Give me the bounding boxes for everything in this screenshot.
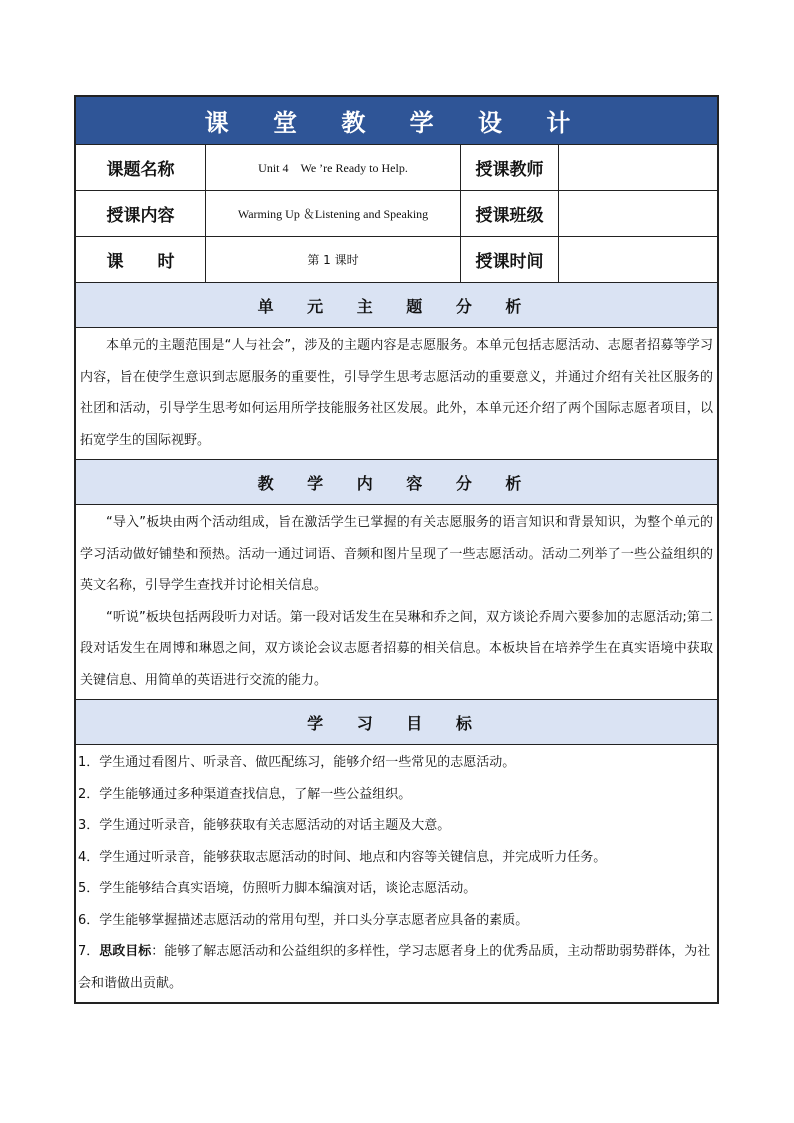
objective-item xyxy=(78,810,715,842)
period-value: 第 1 课时 xyxy=(206,237,461,282)
objective-number: 7． xyxy=(78,944,100,959)
objective-number: 4． xyxy=(78,849,100,865)
objective-text: 学生能够结合真实语境，仿照听力脚本编演对话，谈论志愿活动。 xyxy=(99,881,477,896)
objective-text: 学生能够掌握描述志愿活动的常用句型，并口头分享志愿者应具备的素质。 xyxy=(99,912,529,928)
objective-text: 学生通过听录音，能够获取有关志愿活动的对话主题及大意。 xyxy=(99,818,451,833)
objective-number: 3． xyxy=(78,818,100,833)
objective-text: ：能够了解志愿活动和公益组织的多样性，学习志愿者身上的优秀品质，主动帮助弱势群体，为社会和谐做出贡献。 xyxy=(78,944,711,991)
objective-text: 学生通过听录音，能够获取志愿活动的时间、地点和内容等关键信息，并完成听力任务。 xyxy=(99,849,607,865)
objective-item xyxy=(78,873,715,905)
info-row-content xyxy=(76,191,717,237)
topic-label: 课题名称 xyxy=(76,145,206,190)
period-label: 课 时 xyxy=(76,237,206,282)
objective-number: 5． xyxy=(78,881,100,896)
objective-number: 6． xyxy=(78,912,100,928)
objective-item xyxy=(78,747,715,779)
teacher-label: 授课教师 xyxy=(461,145,559,190)
teacher-value xyxy=(559,145,717,190)
lesson-plan-table xyxy=(74,95,719,1004)
objective-text: 学生通过看图片、听录音、做匹配练习，能够介绍一些常见的志愿活动。 xyxy=(99,755,516,770)
content-analysis-body xyxy=(76,505,717,700)
class-label: 授课班级 xyxy=(461,191,559,236)
objective-item xyxy=(78,779,715,811)
content-value: Warming Up ＆Listening and Speaking xyxy=(206,191,461,236)
objectives-heading: 学 习 目 标 xyxy=(76,700,717,745)
unit-analysis-body xyxy=(76,328,717,460)
objective-number: 2． xyxy=(78,786,100,802)
document-title: 课 堂 教 学 设 计 xyxy=(76,97,717,145)
objective-item xyxy=(78,905,715,937)
content-analysis-paragraph: “导入”板块由两个活动组成，旨在激活学生已掌握的有关志愿服务的语言知识和背景知识，为整个单元的学习活动做好铺垫和预热。活动一通过词语、音频和图片呈现了一些志愿活动。活动二列举了一些公益组织的英文名称，引导学生查找并讨论相关信息。 xyxy=(80,515,713,593)
content-label: 授课内容 xyxy=(76,191,206,236)
objective-item xyxy=(78,842,715,874)
topic-value: Unit 4 We ’re Ready to Help. xyxy=(206,145,461,190)
time-value xyxy=(559,237,717,282)
content-analysis-heading: 教 学 内 容 分 析 xyxy=(76,460,717,505)
ideology-goal-label: 思政目标 xyxy=(99,944,152,959)
objectives-list xyxy=(76,745,717,1002)
unit-analysis-heading: 单 元 主 题 分 析 xyxy=(76,283,717,328)
time-label: 授课时间 xyxy=(461,237,559,282)
unit-analysis-paragraph: 本单元的主题范围是“人与社会”，涉及的主题内容是志愿服务。本单元包括志愿活动、志愿者招募等学习内容，旨在使学生意识到志愿服务的重要性，引导学生思考志愿活动的重要意义，并通过介绍有关社区服务的社团和活动，引导学生思考如何运用所学技能服务社区发展。此外，本单元还介绍了两个国际志愿者项目，以拓宽学生的国际视野。 xyxy=(80,338,713,448)
objective-item xyxy=(78,936,715,999)
objective-number: 1． xyxy=(78,755,100,770)
info-row-period xyxy=(76,237,717,283)
content-analysis-paragraph: “听说”板块包括两段听力对话。第一段对话发生在吴琳和乔之间，双方谈论乔周六要参加的志愿活动;第二段对话发生在周博和琳恩之间，双方谈论会议志愿者招募的相关信息。本板块旨在培养学生在真实语境中获取关键信息、用简单的英语进行交流的能力。 xyxy=(80,609,713,688)
class-value xyxy=(559,191,717,236)
objective-text: 学生能够通过多种渠道查找信息，了解一些公益组织。 xyxy=(99,786,412,802)
info-row-topic xyxy=(76,145,717,191)
